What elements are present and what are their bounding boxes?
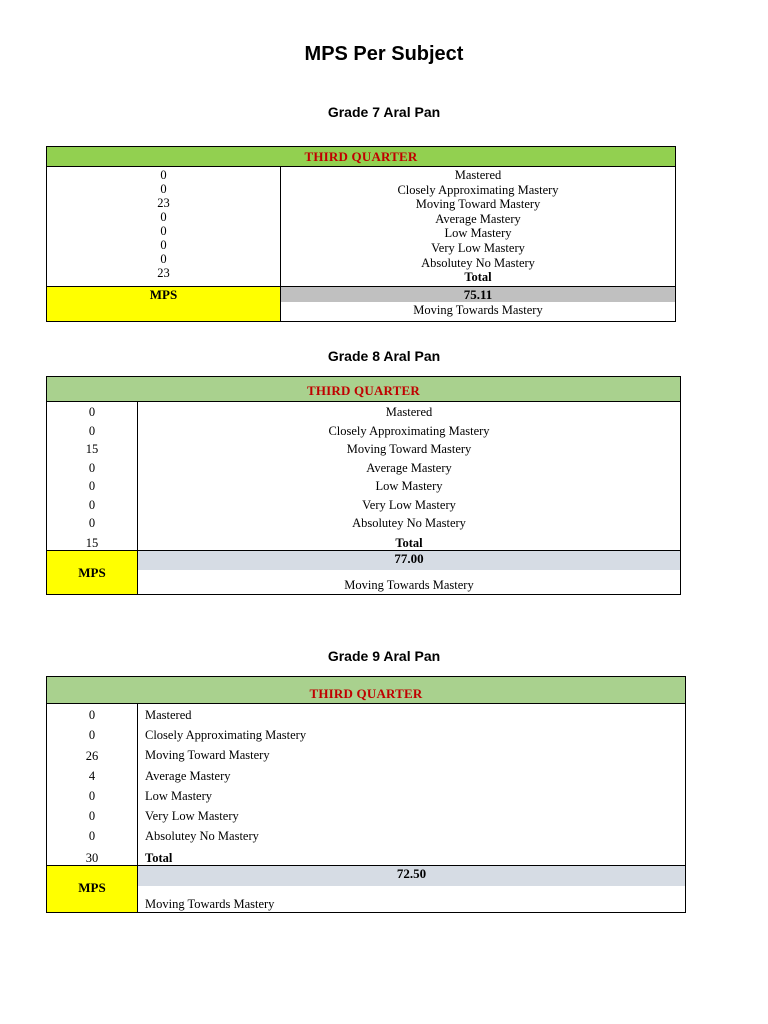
grade9-count-total: 30: [85, 851, 99, 865]
grade8-count-total: 15: [85, 536, 99, 550]
grade8-header-divider: [47, 401, 680, 402]
grade8-label-no-mastery: Absolutey No Mastery: [352, 516, 466, 530]
grade9-label-low: Low Mastery: [145, 789, 212, 803]
grade8-label-total: Total: [395, 536, 423, 550]
grade8-label-closely: Closely Approximating Mastery: [328, 424, 490, 438]
grade7-rating: Moving Towards Mastery: [413, 303, 543, 317]
grade8-count-moving: 15: [85, 442, 99, 456]
grade7-label-moving: Moving Toward Mastery: [415, 197, 541, 211]
grade9-label-closely: Closely Approximating Mastery: [145, 728, 307, 742]
grade9-label-very-low: Very Low Mastery: [145, 809, 239, 823]
grade9-table: [46, 676, 686, 913]
grade9-count-average: 4: [88, 769, 96, 783]
grade7-count-average: 0: [160, 210, 167, 224]
grade9-count-no-mastery: 0: [88, 829, 96, 843]
grade7-label-very-low: Very Low Mastery: [431, 241, 525, 255]
grade9-count-low: 0: [88, 789, 96, 803]
grade9-heading: Grade 9 Aral Pan: [327, 648, 441, 664]
grade8-quarter-header: THIRD QUARTER: [47, 377, 680, 401]
grade9-count-very-low: 0: [88, 809, 96, 823]
grade7-label-closely: Closely Approximating Mastery: [397, 183, 559, 197]
grade9-rating: Moving Towards Mastery: [145, 897, 275, 911]
grade9-count-mastered: 0: [88, 708, 96, 722]
grade7-mps-value: 75.11: [281, 287, 675, 302]
grade9-count-moving: 26: [85, 749, 99, 763]
grade7-label-average: Average Mastery: [435, 212, 521, 226]
page-title: MPS Per Subject: [304, 43, 464, 65]
grade7-count-total: 23: [157, 266, 170, 280]
grade7-label-mastered: Mastered: [454, 168, 502, 182]
grade9-label-moving: Moving Toward Mastery: [145, 748, 270, 762]
grade7-count-very-low: 0: [160, 238, 167, 252]
grade9-label-no-mastery: Absolutey No Mastery: [145, 829, 259, 843]
grade7-label-low: Low Mastery: [444, 226, 512, 240]
grade9-label-average: Average Mastery: [145, 769, 231, 783]
grade8-label-average: Average Mastery: [366, 461, 452, 475]
grade9-quarter-header: THIRD QUARTER: [47, 677, 685, 703]
grade9-mps-label: MPS: [47, 866, 137, 912]
grade7-count-closely: 0: [160, 182, 167, 196]
grade7-heading: Grade 7 Aral Pan: [327, 104, 441, 120]
grade8-label-low: Low Mastery: [375, 479, 443, 493]
grade8-label-moving: Moving Toward Mastery: [346, 442, 472, 456]
grade8-label-mastered: Mastered: [385, 405, 433, 419]
grade8-count-closely: 0: [88, 424, 96, 438]
grade8-mps-value: 77.00: [138, 551, 680, 570]
grade9-header-divider: [47, 703, 685, 704]
grade8-rating: Moving Towards Mastery: [344, 578, 474, 592]
grade7-count-moving: 23: [157, 196, 170, 210]
grade8-count-mastered: 0: [88, 405, 96, 419]
grade7-count-mastered: 0: [160, 168, 167, 182]
grade7-count-no-mastery: 0: [160, 252, 167, 266]
grade7-count-low: 0: [160, 224, 167, 238]
grade7-label-total: Total: [464, 270, 492, 284]
grade9-mps-value: 72.50: [138, 866, 685, 886]
grade8-label-very-low: Very Low Mastery: [362, 498, 456, 512]
grade7-quarter-header: THIRD QUARTER: [47, 147, 675, 166]
grade9-label-total: Total: [145, 851, 173, 865]
grade8-count-low: 0: [88, 479, 96, 493]
grade9-label-mastered: Mastered: [145, 708, 192, 722]
grade7-table: [46, 146, 676, 322]
grade8-table: [46, 376, 681, 595]
grade7-mps-label: MPS: [47, 287, 280, 321]
grade8-mps-label: MPS: [47, 551, 137, 594]
grade9-count-closely: 0: [88, 728, 96, 742]
grade7-header-divider: [47, 166, 675, 167]
grade8-count-average: 0: [88, 461, 96, 475]
grade8-heading: Grade 8 Aral Pan: [327, 348, 441, 364]
grade8-count-no-mastery: 0: [88, 516, 96, 530]
grade8-count-very-low: 0: [88, 498, 96, 512]
grade7-label-no-mastery: Absolutey No Mastery: [421, 256, 535, 270]
